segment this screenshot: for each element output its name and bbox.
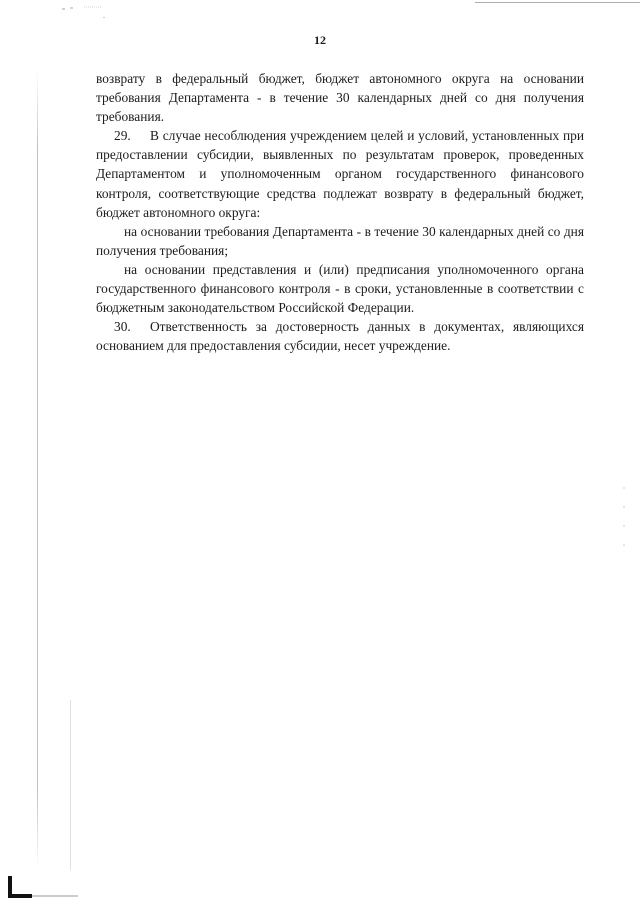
paragraph-number: 30. — [114, 319, 131, 335]
scan-line-left-margin — [37, 70, 38, 870]
paragraph-text: на основании представления и (или) предписания уполномоченного органа государственного финансового контроля - в сроки, установленные в соответствии с бюджетным законодательством Российской Федерации. — [96, 261, 584, 316]
paragraph-text: на основании требования Департамента - в течение 30 календарных дней со дня получения требования; — [96, 223, 584, 258]
paragraph-text: возврату в федеральный бюджет, бюджет автономного округа на основании требования Департамента - в течение 30 календарных дней со дня получения требования. — [96, 71, 584, 125]
page-number: 12 — [314, 33, 326, 47]
paragraph-text: Ответственность за достоверность данных в документах, являющихся основанием для предоставления субсидии, несет учреждение. — [96, 319, 584, 354]
scan-dots-right-margin — [622, 485, 626, 565]
paragraph-subitem — [96, 222, 584, 260]
scan-line-top-right — [475, 2, 640, 3]
paragraph-number: 29. — [114, 128, 131, 144]
scan-corner-bracket — [8, 876, 98, 902]
paragraph-text: В случае несоблюдения учреждением целей и условий, установленных при предоставлении субсидии, выявленных по результатам проверок, проведенных Департаментом и уполномоченным органом государственного финансового контроля, соответствующие средства подлежат возврату в федеральный бюджет, бюджет автономного округа: — [96, 128, 584, 220]
paragraph-item-30 — [96, 317, 584, 355]
scan-mark-top-left — [62, 4, 122, 18]
paragraph-item-29 — [96, 126, 584, 221]
scan-line-left-margin-inner — [70, 700, 71, 870]
paragraph-subitem — [96, 260, 584, 317]
document-body — [96, 69, 584, 355]
paragraph-continuation — [96, 69, 584, 126]
